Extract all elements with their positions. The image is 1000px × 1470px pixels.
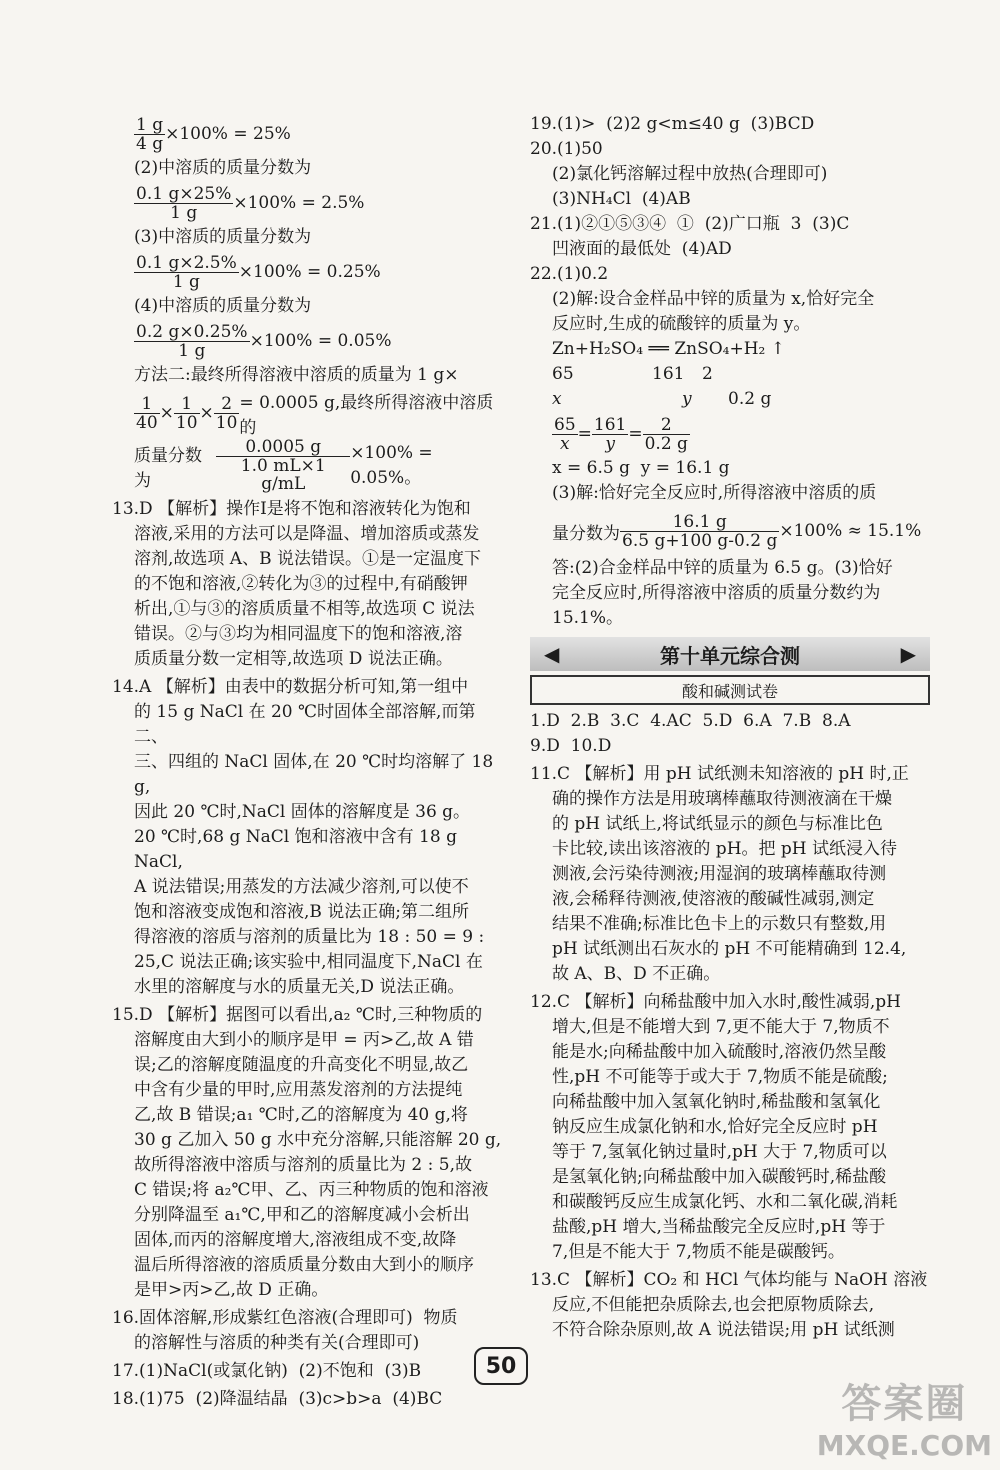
answer-15 <box>112 1003 504 1303</box>
banner-title: 第十单元综合测 <box>660 643 800 668</box>
section-banner <box>530 637 930 671</box>
formula-rest: = 0.0005 g,最终所得溶液中溶质的 <box>239 393 494 438</box>
answer-11 <box>530 762 930 987</box>
text-line: 乙,故 B 错误;a₁ ℃时,乙的溶解度为 40 g,将 <box>134 1105 468 1125</box>
fraction: $\frac{1}{40}$ <box>136 393 158 433</box>
triangle-right-icon: ▶ <box>900 642 916 666</box>
text-line: pH 试纸测出石灰水的 pH 不可能精确到 12.4, <box>552 939 907 959</box>
formula-mass-fraction <box>530 506 930 556</box>
text-line: 质质量分数一定相等,故选项 D 说法正确。 <box>134 649 453 669</box>
fraction: $\frac{0.2 g\times 0.25\%}{1 g}$ <box>136 321 248 361</box>
fraction: $\frac{65}{x}$ <box>554 414 576 454</box>
fraction: $\frac{2}{0.2 g}$ <box>644 414 688 454</box>
formula-rest: ×100% ≈ 15.1% <box>779 521 922 541</box>
text-line: 15.1%。 <box>552 608 624 628</box>
text-line: (4)中溶质的质量分数为 <box>134 296 312 316</box>
text-line: 液,会稀释待测液,使溶液的酸碱性减弱,测定 <box>552 889 875 909</box>
text-line: 误;乙的溶解度随温度的升高变化不明显,故乙 <box>134 1055 469 1075</box>
formula-rest: ×100% = 25% <box>165 124 291 144</box>
text-line: (3)中溶质的质量分数为 <box>134 227 312 247</box>
answer-17: 17.(1)NaCl(或氯化钠) (2)不饱和 (3)B <box>112 1361 422 1381</box>
text-line: 性,pH 不可能等于或大于 7,物质不能是硫酸; <box>552 1067 888 1087</box>
formula-3 <box>112 250 504 294</box>
text-line: 20.(1)50 <box>530 139 603 159</box>
text-line: 能是水;向稀盐酸中加入硫酸时,溶液仍然呈酸 <box>552 1042 887 1062</box>
text-line: 溶液,采用的方法可以是降温、增加溶质或蒸发 <box>134 524 480 544</box>
text-line: 结果不准确;标准比色卡上的示数只有整数,用 <box>552 914 887 934</box>
text-line: (3)NH₄Cl (4)AB <box>552 189 691 209</box>
answer-22-1: 22.(1)0.2 <box>530 264 609 284</box>
fraction: $\frac{0.0005 g}{1.0 mL\times 1 g/mL}$ <box>216 438 350 493</box>
formula-rest: ×100% = 0.05% <box>249 331 392 351</box>
text-line: 20 ℃时,68 g NaCl 饱和溶液中含有 18 g NaCl, <box>134 827 463 872</box>
left-column <box>112 112 504 1412</box>
fraction: $\frac{2}{10}$ <box>215 393 238 433</box>
multiple-choice-row-1: 1.D 2.B 3.C 4.AC 5.D 6.A 7.B 8.A <box>530 711 851 731</box>
answer-20 <box>530 137 930 212</box>
text-line: 测液,会污染待测液;用湿润的玻璃棒蘸取待测 <box>552 864 887 884</box>
reaction-equation: Zn+H₂SO₄ ══ ZnSO₄+H₂ ↑ <box>552 339 786 359</box>
answer-12 <box>530 990 930 1265</box>
text-line: 答:(2)合金样品中锌的质量为 6.5 g。(3)恰好 <box>552 558 893 578</box>
fraction: $\frac{1}{10}$ <box>175 393 198 433</box>
formula-rest: ×100% = 2.5% <box>233 193 365 213</box>
right-column <box>530 112 930 1343</box>
answer-21 <box>530 212 930 262</box>
formula-prefix: 质量分数为 <box>134 445 202 491</box>
text-line: 25,C 说法正确;该实验中,相同温度下,NaCl 在 <box>134 952 483 972</box>
text-line: 13.C 【解析】CO₂ 和 HCl 气体均能与 NaOH 溶液 <box>530 1270 928 1290</box>
text-line: 等于 7,氢氧化钠过量时,pH 大于 7,物质可以 <box>552 1142 887 1162</box>
mass-row-2 <box>530 387 930 412</box>
text-line: (2)中溶质的质量分数为 <box>134 158 312 178</box>
text-line: C 错误;将 a₂℃甲、乙、丙三种物质的饱和溶液 <box>134 1180 489 1200</box>
answer-19: 19.(1)> (2)2 g<m≤40 g (3)BCD <box>530 114 815 134</box>
text-line: 的 pH 试纸上,将试纸显示的颜色与标准比色 <box>552 814 883 834</box>
fraction: $\frac{1 g}{4 g}$ <box>136 114 164 154</box>
answer-conclusion <box>530 556 930 631</box>
text-line: 不符合除杂原则,故 A 说法错误;用 pH 试纸测 <box>552 1320 895 1340</box>
fraction: $\frac{0.1 g\times 25\%}{1 g}$ <box>136 183 232 223</box>
text-line: 分别降温至 a₁℃,甲和乙的溶解度减小会析出 <box>134 1205 470 1225</box>
text-line: 溶解度由大到小的顺序是甲 = 丙>乙,故 A 错 <box>134 1030 474 1050</box>
answer-13 <box>112 497 504 672</box>
mass-znso4: 161 <box>652 364 685 384</box>
text-line: 是氢氧化钠;向稀盐酸中加入碳酸钙时,稀盐酸 <box>552 1167 887 1187</box>
var-x: x <box>552 389 562 409</box>
formula-5: $\frac{1}{40}$ × $\frac{1}{10}$ × $\frac{2}{10}$ = 0.0005 g,最终所得溶液中溶质的 <box>112 388 504 438</box>
text-line: 饱和溶液变成饱和溶液,B 说法正确;第二组所 <box>134 902 470 922</box>
fraction: $\frac{0.1 g\times 2.5\%}{1 g}$ <box>136 252 237 292</box>
text-line: 盐酸,pH 增大,当稀盐酸完全反应时,pH 等于 <box>552 1217 886 1237</box>
formula-1 <box>112 112 504 156</box>
text-line: 11.C 【解析】用 pH 试纸测未知溶液的 pH 时,正 <box>530 764 909 784</box>
text-line: 反应,不但能把杂质除去,也会把原物质除去, <box>552 1295 875 1315</box>
text-line: 向稀盐酸中加入氢氧化钠时,稀盐酸和氢氧化 <box>552 1092 881 1112</box>
text-line: 得溶液的溶质与溶剂的质量比为 18 : 50 = 9 : <box>134 927 485 947</box>
watermark-logo <box>817 1372 992 1462</box>
text-line: 7,但是不能大于 7,物质不能是碳酸钙。 <box>552 1242 845 1262</box>
text-line: 确的操作方法是用玻璃棒蘸取待测液滴在干燥 <box>552 789 892 809</box>
text-line: (2)解:设合金样品中锌的质量为 x,恰好完全 <box>552 289 875 309</box>
text-line: 是甲>丙>乙,故 D 正确。 <box>134 1280 329 1300</box>
mass-zn: 65 <box>552 364 574 384</box>
text-line: 错误。②与③均为相同温度下的饱和溶液,溶 <box>134 624 463 644</box>
text-line: 增大,但是不能增大到 7,更不能大于 7,物质不 <box>552 1017 890 1037</box>
formula-prefix: 量分数为 <box>552 523 620 544</box>
text-line: 溶剂,故选项 A、B 说法错误。①是一定温度下 <box>134 549 481 569</box>
text-line: 12.C 【解析】向稀盐酸中加入水时,酸性减弱,pH <box>530 992 901 1012</box>
formula-4 <box>112 319 504 363</box>
fraction: $\frac{161}{y}$ <box>593 414 627 454</box>
text-line: 的 15 g NaCl 在 20 ℃时固体全部溶解,而第二、 <box>134 702 476 747</box>
answer-22-2 <box>530 287 930 337</box>
text-line: 凹液面的最低处 (4)AD <box>552 239 732 259</box>
text-line: 13.D 【解析】操作Ⅰ是将不饱和溶液转化为饱和 <box>112 499 471 519</box>
text-line: 的溶解性与溶质的种类有关(合理即可) <box>134 1333 420 1353</box>
text-line: (2)氯化钙溶解过程中放热(合理即可) <box>552 164 828 184</box>
answer-14 <box>112 675 504 1000</box>
answer-13-right <box>530 1268 930 1343</box>
text-line: 和碳酸钙反应生成氯化钙、水和二氧化碳,消耗 <box>552 1192 898 1212</box>
text-line: 14.A 【解析】由表中的数据分析可知,第一组中 <box>112 677 469 697</box>
page-number: 50 <box>474 1347 528 1385</box>
text-line: 16.固体溶解,形成紫红色溶液(合理即可) 物质 <box>112 1308 458 1328</box>
text-line: 反应时,生成的硫酸锌的质量为 y。 <box>552 314 811 334</box>
triangle-left-icon: ◀ <box>544 642 560 666</box>
text-line: 固体,而丙的溶解度增大,溶液组成不变,故降 <box>134 1230 457 1250</box>
text-line: 水里的溶解度与水的质量无关,D 说法正确。 <box>134 977 465 997</box>
formula-6 <box>112 438 504 493</box>
text-line: 故所得溶液中溶质与溶剂的质量比为 2 : 5,故 <box>134 1155 472 1175</box>
text-line: 卡比较,读出该溶液的 pH。把 pH 试纸浸入待 <box>552 839 898 859</box>
text-line: (3)解:恰好完全反应时,所得溶液中溶质的质 <box>552 483 877 503</box>
text-line: 方法二:最终所得溶液中溶质的质量为 1 g× <box>134 365 459 385</box>
text-line: 15.D 【解析】据图可以看出,a₂ ℃时,三种物质的 <box>112 1005 483 1025</box>
ratio-equation: $\frac{65}{x}$ = $\frac{161}{y}$ = $\frac{2}{0.2 g}$ <box>554 414 688 454</box>
sub-banner: 酸和碱测试卷 <box>530 675 930 705</box>
mass-h2: 2 <box>702 364 713 384</box>
text-line: 的不饱和溶液,②转化为③的过程中,有硝酸钾 <box>134 574 468 594</box>
answer-18: 18.(1)75 (2)降温结晶 (3)c>b>a (4)BC <box>112 1389 443 1409</box>
formula-2 <box>112 181 504 225</box>
answer-16 <box>112 1306 504 1356</box>
text-line: 中含有少量的甲时,应用蒸发溶剂的方法提纯 <box>134 1080 463 1100</box>
watermark-top: 答案圈 <box>841 1381 968 1427</box>
text-line: 完全反应时,所得溶液中溶质的质量分数约为 <box>552 583 881 603</box>
text-line: 析出,①与③的溶质质量不相等,故选项 C 说法 <box>134 599 475 619</box>
text-line: 30 g 乙加入 50 g 水中充分溶解,只能溶解 20 g, <box>134 1130 502 1150</box>
text-line: 故 A、B、D 不正确。 <box>552 964 721 984</box>
text-line: A 说法错误;用蒸发的方法减少溶剂,可以使不 <box>134 877 469 897</box>
value-h2: 0.2 g <box>728 389 772 409</box>
text-line: 21.(1)②①⑤③④ ① (2)广口瓶 3 (3)C <box>530 214 850 234</box>
formula-rest: ×100% = 0.25% <box>238 262 381 282</box>
text-line: 三、四组的 NaCl 固体,在 20 ℃时均溶解了 18 g, <box>134 752 499 797</box>
multiple-choice-row-2: 9.D 10.D <box>530 736 612 756</box>
mass-row-1 <box>530 362 930 387</box>
text-line: 温后所得溶液的溶质质量分数由大到小的顺序 <box>134 1255 474 1275</box>
text-line: 因此 20 ℃时,NaCl 固体的溶解度是 36 g。 <box>134 802 471 822</box>
formula-rest: ×100% = 0.05%。 <box>350 443 433 488</box>
var-y: y <box>682 389 692 409</box>
watermark-bottom: MXQE.COM <box>816 1429 992 1462</box>
solution-line: x = 6.5 g y = 16.1 g <box>552 458 730 478</box>
text-line: 钠反应生成氯化钠和水,恰好完全反应时 pH <box>552 1117 878 1137</box>
fraction: $\frac{16.1 g}{6.5 g+100 g-0.2 g}$ <box>622 511 778 551</box>
